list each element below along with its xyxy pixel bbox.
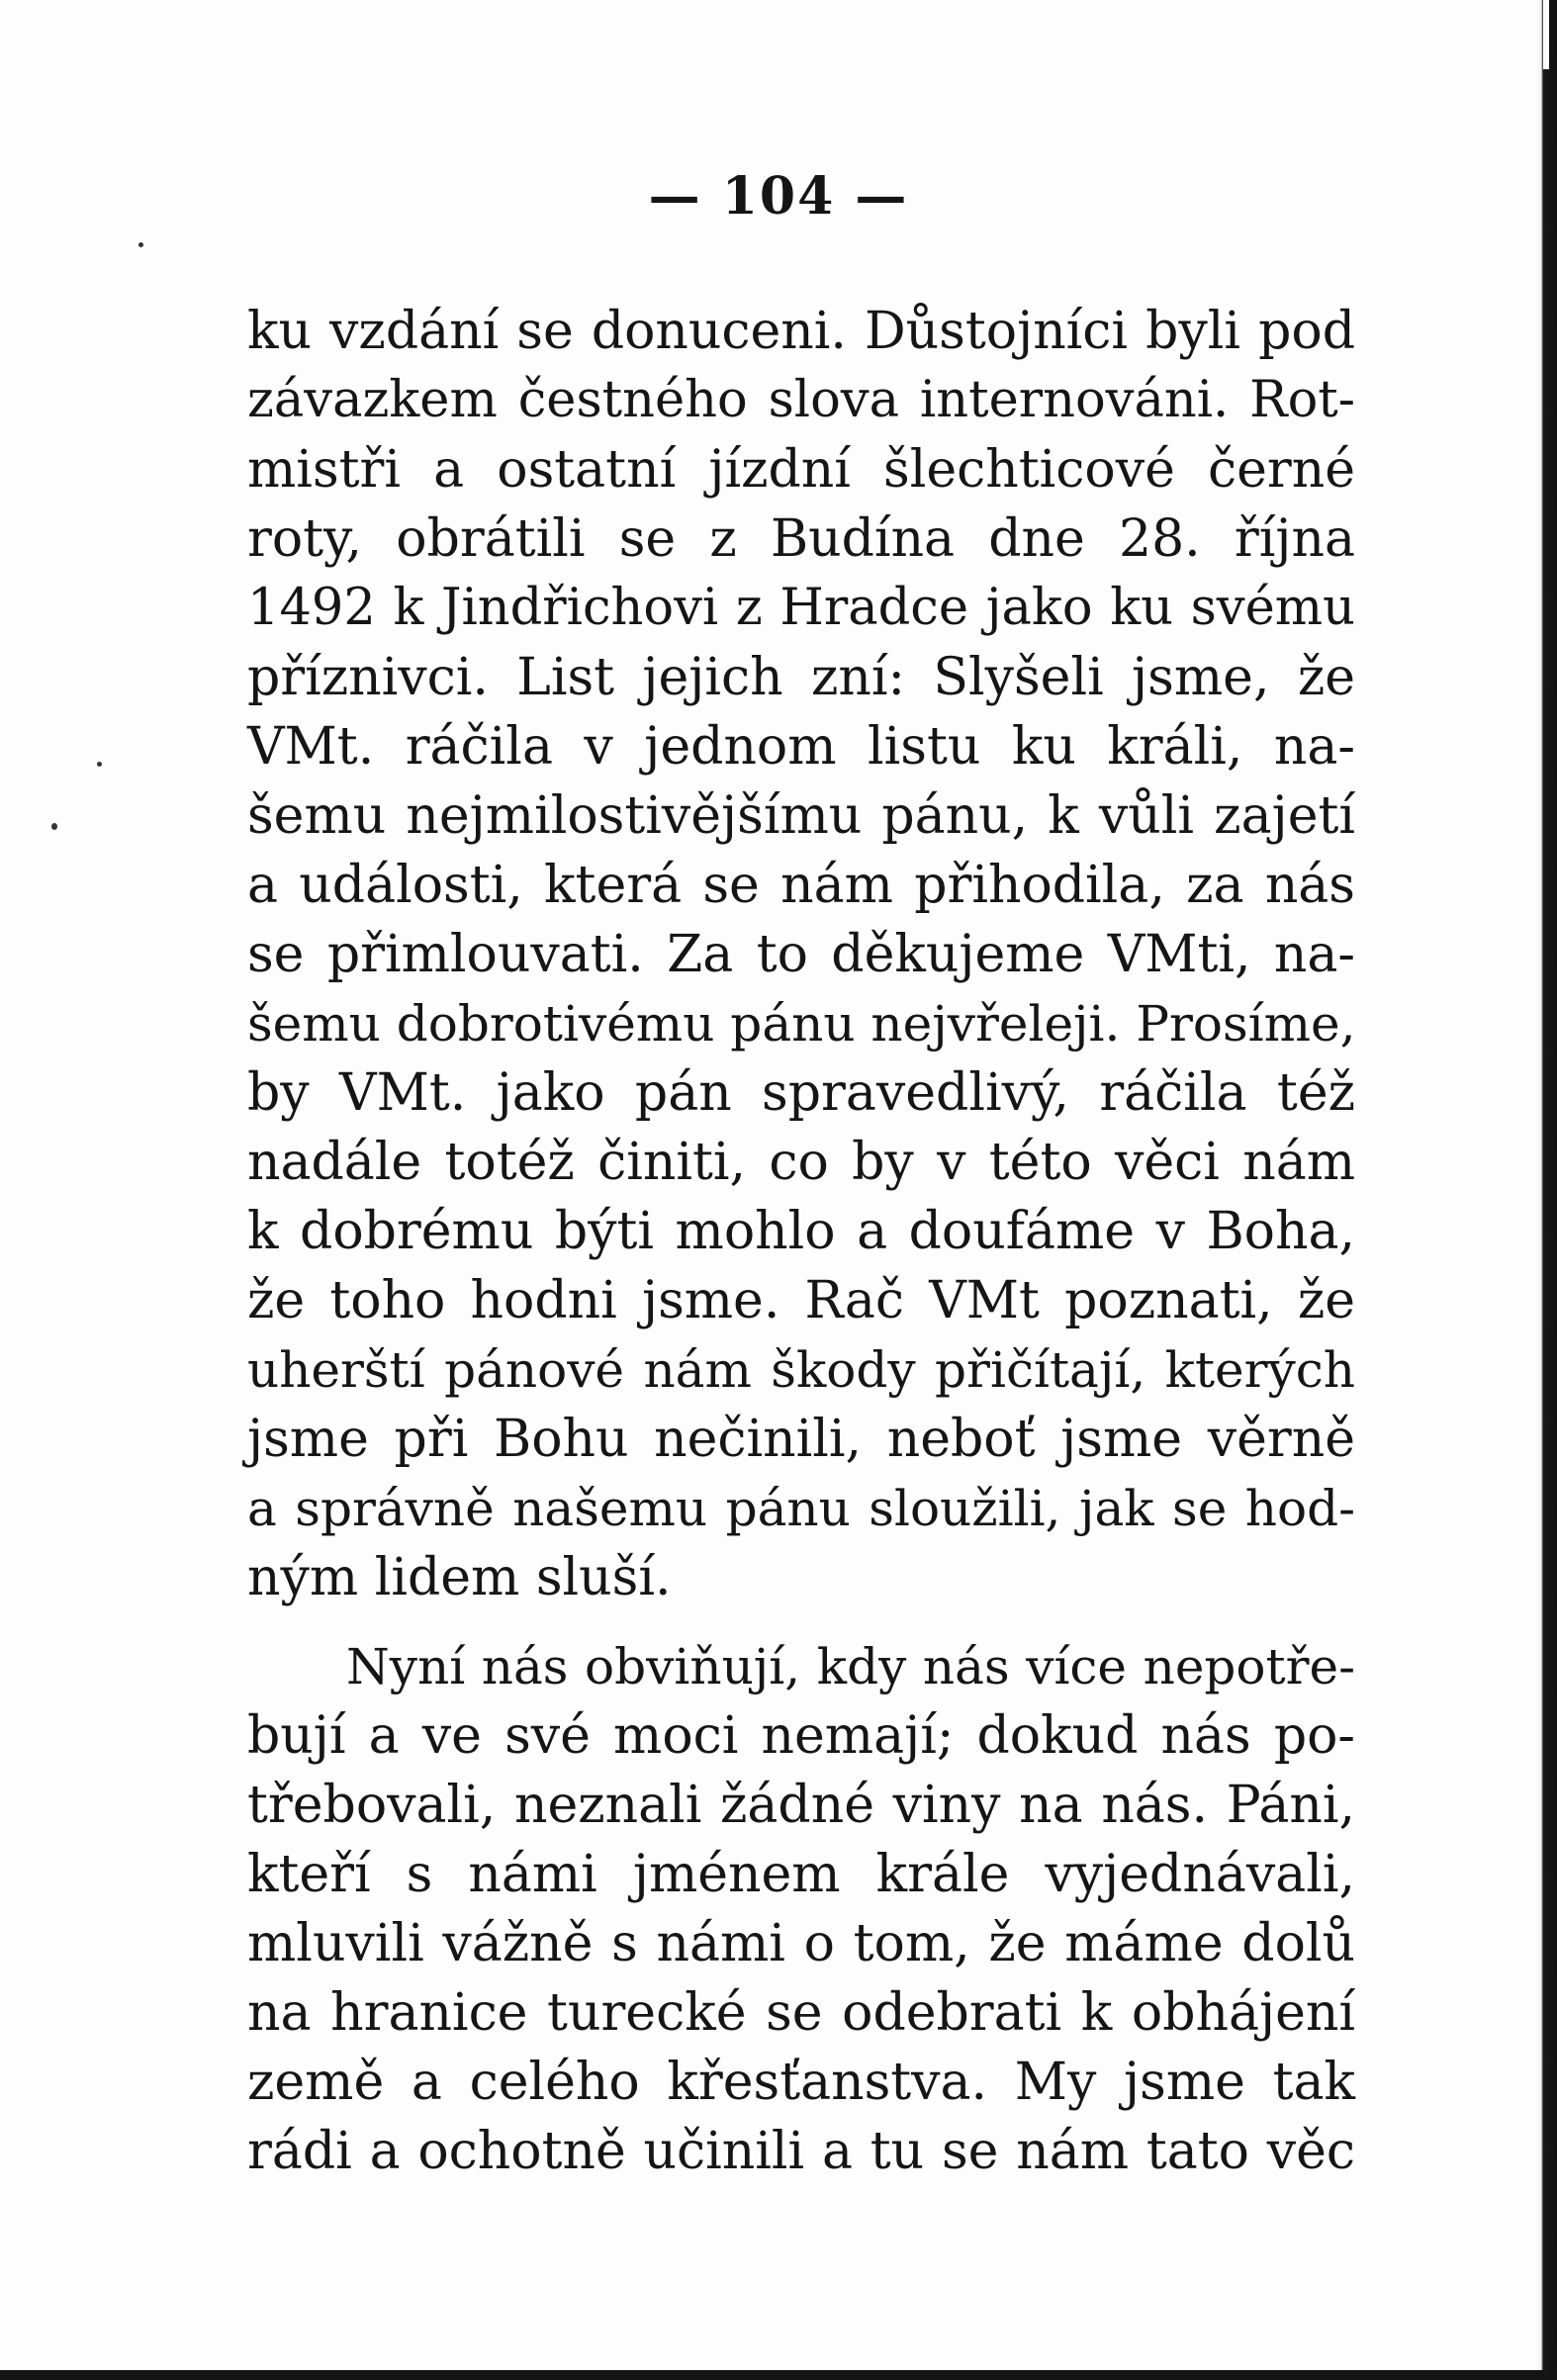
text-line: kteří s námi jménem krále vyjednávali, xyxy=(247,1845,1355,1904)
text-line: uherští pánové nám škody přičítají, kterých xyxy=(247,1341,1355,1399)
text-line: ku vzdání se donuceni. Důstojníci byli pod xyxy=(247,302,1355,361)
paragraph-gap xyxy=(247,1612,1355,1632)
text-line: mistři a ostatní jízdní šlechticové černé xyxy=(247,440,1355,500)
scan-speck xyxy=(97,762,102,767)
text-line: VMt. ráčila v jednom listu ku králi, na- xyxy=(247,717,1355,777)
text-line: závazkem čestného slova internováni. Rot- xyxy=(247,371,1355,429)
text-line: by VMt. jako pán spravedlivý, ráčila též xyxy=(247,1063,1355,1123)
text-line: ným lidem sluší. xyxy=(247,1548,672,1607)
text-line: šemu dobrotivému pánu nejvřeleji. Prosíme, xyxy=(247,995,1356,1053)
text-line: země a celého křesťanstva. My jsme tak xyxy=(247,2053,1355,2112)
page-number: — 104 — xyxy=(648,166,909,227)
text-line: že toho hodni jsme. Rač VMt poznati, že xyxy=(247,1271,1355,1330)
scan-edge-notch xyxy=(1543,0,1549,69)
text-line: bují a ve své moci nemají; dokud nás po- xyxy=(247,1706,1355,1766)
scan-edge-right xyxy=(1535,0,1557,2380)
text-line: se přimlouvati. Za to děkujeme VMti, na- xyxy=(247,925,1355,984)
text-line: příznivci. List jejich zní: Slyšeli jsme, že xyxy=(247,648,1355,707)
text-line: mluvili vážně s námi o tom, že máme dolů xyxy=(247,1914,1355,1973)
text-line: 1492 k Jindřichovi z Hradce jako ku svému xyxy=(247,579,1355,637)
text-line: a události, která se nám přihodila, za nás xyxy=(247,856,1355,915)
text-line: nadále totéž činiti, co by v této věci nám xyxy=(247,1133,1355,1192)
text-line: Nyní nás obviňují, kdy nás více nepotře- xyxy=(346,1638,1355,1695)
scan-speck xyxy=(51,823,57,830)
text-line: rádi a ochotně učinili a tu se nám tato věc xyxy=(247,2122,1355,2181)
scan-speck xyxy=(138,242,143,247)
paragraph-2 xyxy=(247,1632,1355,2186)
text-line: jsme při Bohu nečinili, neboť jsme věrně xyxy=(247,1410,1355,1469)
text-line: šemu nejmilostivějšímu pánu, k vůli zajetí xyxy=(247,786,1355,846)
text-line: k dobrému býti mohlo a doufáme v Boha, xyxy=(247,1202,1355,1261)
paragraph-1 xyxy=(247,297,1355,1612)
text-line: na hranice turecké se odebrati k obhájení xyxy=(247,1983,1355,2043)
body-text xyxy=(247,297,1355,2186)
scan-edge-bottom xyxy=(0,2370,1557,2380)
text-line: roty, obrátili se z Budína dne 28. října xyxy=(247,509,1355,569)
text-line: a správně našemu pánu sloužili, jak se hod- xyxy=(247,1480,1355,1537)
text-line: třebovali, neznali žádné viny na nás. Páni, xyxy=(247,1776,1355,1835)
